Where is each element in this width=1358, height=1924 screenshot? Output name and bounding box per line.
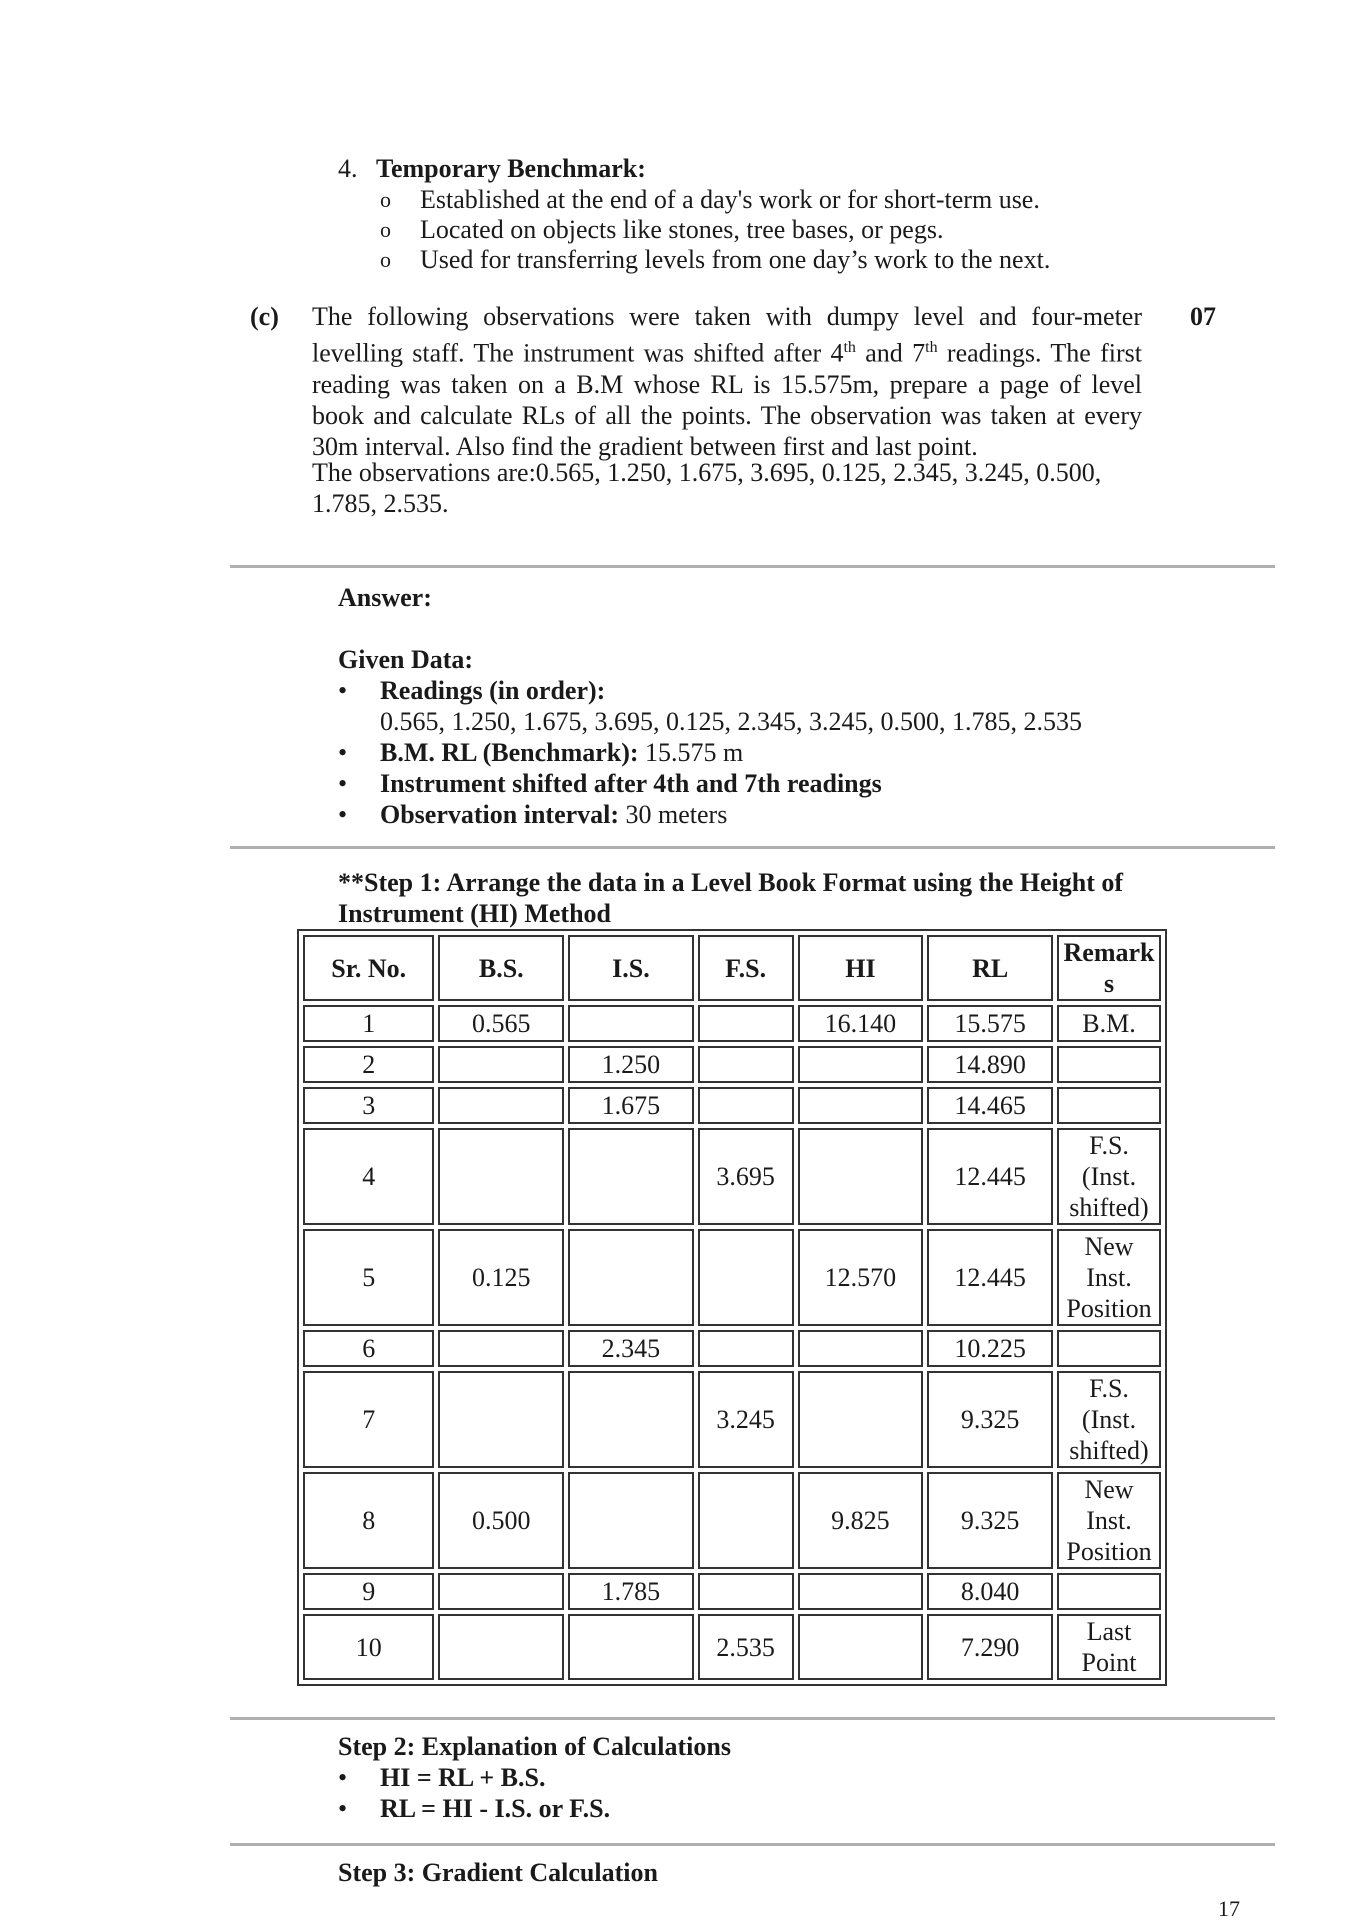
step1-title: **Step 1: Arrange the data in a Level Book Format using the Height of Instrument (HI) Method — [338, 868, 1124, 928]
table-cell: 9.325 — [927, 1472, 1053, 1569]
table-cell — [798, 1087, 924, 1124]
table-cell — [698, 1573, 794, 1610]
table-cell — [698, 1046, 794, 1083]
column-header: I.S. — [568, 935, 694, 1001]
question-text: The following observations were taken with dumpy level and four-meter levelling staff. The instrument was shifted after 4th and 7th readings. The first reading was taken on a B.M whose RL is 15.575m, prepare a page of level book and calculate RLs of all the points. The observation was taken at every 30m interval. Also find the gradient between first and last point. — [312, 302, 1142, 461]
table-cell: 12.445 — [927, 1128, 1053, 1225]
readings-values: 0.565, 1.250, 1.675, 3.695, 0.125, 2.345, 3.245, 0.500, 1.785, 2.535 — [380, 707, 1082, 736]
answer-section — [338, 582, 1238, 830]
table-row — [303, 1371, 1161, 1468]
table-cell: 5 — [303, 1229, 434, 1326]
table-cell: 7.290 — [927, 1614, 1053, 1680]
table-cell — [438, 1573, 564, 1610]
table-cell: 0.500 — [438, 1472, 564, 1569]
table-cell: 2.345 — [568, 1330, 694, 1367]
table-header-row — [303, 935, 1161, 1001]
table-cell — [438, 1371, 564, 1468]
page-number: 17 — [1218, 1896, 1240, 1921]
table-cell — [438, 1046, 564, 1083]
table-cell — [698, 1229, 794, 1326]
table-cell: 2.535 — [698, 1614, 794, 1680]
table-cell: 6 — [303, 1330, 434, 1367]
table-cell: 8.040 — [927, 1573, 1053, 1610]
table-cell — [698, 1005, 794, 1042]
table-cell — [568, 1614, 694, 1680]
circle-bullet-icon: o — [380, 187, 391, 212]
table-cell — [798, 1614, 924, 1680]
step3-title: Step 3: Gradient Calculation — [338, 1858, 658, 1887]
temporary-benchmark-heading — [338, 153, 646, 184]
table-cell: 1.785 — [568, 1573, 694, 1610]
table-row — [303, 1005, 1161, 1042]
table-cell: 1.250 — [568, 1046, 694, 1083]
table-cell: 2 — [303, 1046, 434, 1083]
table-cell — [568, 1472, 694, 1569]
table-cell: 14.890 — [927, 1046, 1053, 1083]
list-item: • B.M. RL (Benchmark): 15.575 m — [338, 737, 1238, 768]
formula-list — [338, 1762, 1238, 1824]
table-cell: Last Point — [1057, 1614, 1161, 1680]
table-cell — [798, 1371, 924, 1468]
table-cell: 1 — [303, 1005, 434, 1042]
column-header: HI — [798, 935, 924, 1001]
table-cell — [568, 1005, 694, 1042]
table-row — [303, 1472, 1161, 1569]
table-cell: 10 — [303, 1614, 434, 1680]
table-cell: 9 — [303, 1573, 434, 1610]
column-header: RL — [927, 935, 1053, 1001]
table-cell: 3.245 — [698, 1371, 794, 1468]
step2-section — [338, 1731, 1238, 1824]
list-item: • Readings (in order): 0.565, 1.250, 1.675, 3.695, 0.125, 2.345, 3.245, 0.500, 1.785, 2.535 — [338, 675, 1238, 737]
table-cell: F.S. (Inst. shifted) — [1057, 1128, 1161, 1225]
list-item: • Observation interval: 30 meters — [338, 799, 1238, 830]
divider — [230, 1717, 1275, 1720]
table-row — [303, 1573, 1161, 1610]
table-cell: 8 — [303, 1472, 434, 1569]
table-cell: New Inst. Position — [1057, 1472, 1161, 1569]
table-cell: 15.575 — [927, 1005, 1053, 1042]
table-cell — [438, 1087, 564, 1124]
table-cell — [798, 1330, 924, 1367]
question-marks: 07 — [1190, 302, 1216, 331]
table-cell: 14.465 — [927, 1087, 1053, 1124]
table-cell — [438, 1330, 564, 1367]
table-row — [303, 1229, 1161, 1326]
given-data-heading: Given Data: — [338, 645, 474, 674]
divider — [230, 565, 1275, 568]
table-cell — [1057, 1330, 1161, 1367]
given-data-list — [338, 675, 1238, 830]
temporary-benchmark-title: Temporary Benchmark: — [376, 154, 646, 183]
table-cell: 16.140 — [798, 1005, 924, 1042]
divider — [230, 846, 1275, 849]
table-cell — [698, 1472, 794, 1569]
table-cell — [1057, 1046, 1161, 1083]
table-cell: 10.225 — [927, 1330, 1053, 1367]
table-cell: 12.445 — [927, 1229, 1053, 1326]
table-cell — [798, 1573, 924, 1610]
table-cell — [698, 1330, 794, 1367]
list-item: • Instrument shifted after 4th and 7th readings — [338, 768, 1238, 799]
table-cell — [798, 1046, 924, 1083]
list-item: • RL = HI - I.S. or F.S. — [338, 1793, 1238, 1824]
table-cell — [568, 1371, 694, 1468]
table-cell: 12.570 — [798, 1229, 924, 1326]
divider — [230, 1843, 1275, 1846]
table-cell: 7 — [303, 1371, 434, 1468]
table-cell: 3.695 — [698, 1128, 794, 1225]
list-number: 4. — [338, 154, 358, 183]
table-row — [303, 1614, 1161, 1680]
table-row — [303, 1046, 1161, 1083]
column-header: F.S. — [698, 935, 794, 1001]
column-header: B.S. — [438, 935, 564, 1001]
table-cell — [568, 1229, 694, 1326]
column-header: Remark s — [1057, 935, 1161, 1001]
list-item: o Established at the end of a day's work or for short-term use. — [380, 185, 1040, 214]
table-cell: 9.325 — [927, 1371, 1053, 1468]
table-row — [303, 1128, 1161, 1225]
table-cell: 1.675 — [568, 1087, 694, 1124]
table-cell: 9.825 — [798, 1472, 924, 1569]
step2-title: Step 2: Explanation of Calculations — [338, 1732, 731, 1761]
table-cell — [798, 1128, 924, 1225]
table-cell: 4 — [303, 1128, 434, 1225]
column-header: Sr. No. — [303, 935, 434, 1001]
table-cell — [568, 1128, 694, 1225]
table-cell — [1057, 1573, 1161, 1610]
level-book-table — [297, 929, 1167, 1686]
table-cell: 0.125 — [438, 1229, 564, 1326]
table-cell: F.S. (Inst. shifted) — [1057, 1371, 1161, 1468]
table-cell: 0.565 — [438, 1005, 564, 1042]
question-observations: The observations are:0.565, 1.250, 1.675, 3.695, 0.125, 2.345, 3.245, 0.500, 1.785, 2.535. — [312, 458, 1102, 518]
table-cell: New Inst. Position — [1057, 1229, 1161, 1326]
table-cell — [438, 1614, 564, 1680]
table-cell: B.M. — [1057, 1005, 1161, 1042]
table-row — [303, 1330, 1161, 1367]
question-label: (c) — [250, 302, 279, 331]
table-row — [303, 1087, 1161, 1124]
table-cell — [1057, 1087, 1161, 1124]
list-item: • HI = RL + B.S. — [338, 1762, 1238, 1793]
table-cell — [438, 1128, 564, 1225]
table-cell — [698, 1087, 794, 1124]
list-item: o Located on objects like stones, tree bases, or pegs. — [380, 215, 944, 244]
table-cell: 3 — [303, 1087, 434, 1124]
list-item: o Used for transferring levels from one day’s work to the next. — [380, 245, 1051, 274]
circle-bullet-icon: o — [380, 217, 391, 242]
circle-bullet-icon: o — [380, 247, 391, 272]
answer-heading: Answer: — [338, 583, 432, 612]
